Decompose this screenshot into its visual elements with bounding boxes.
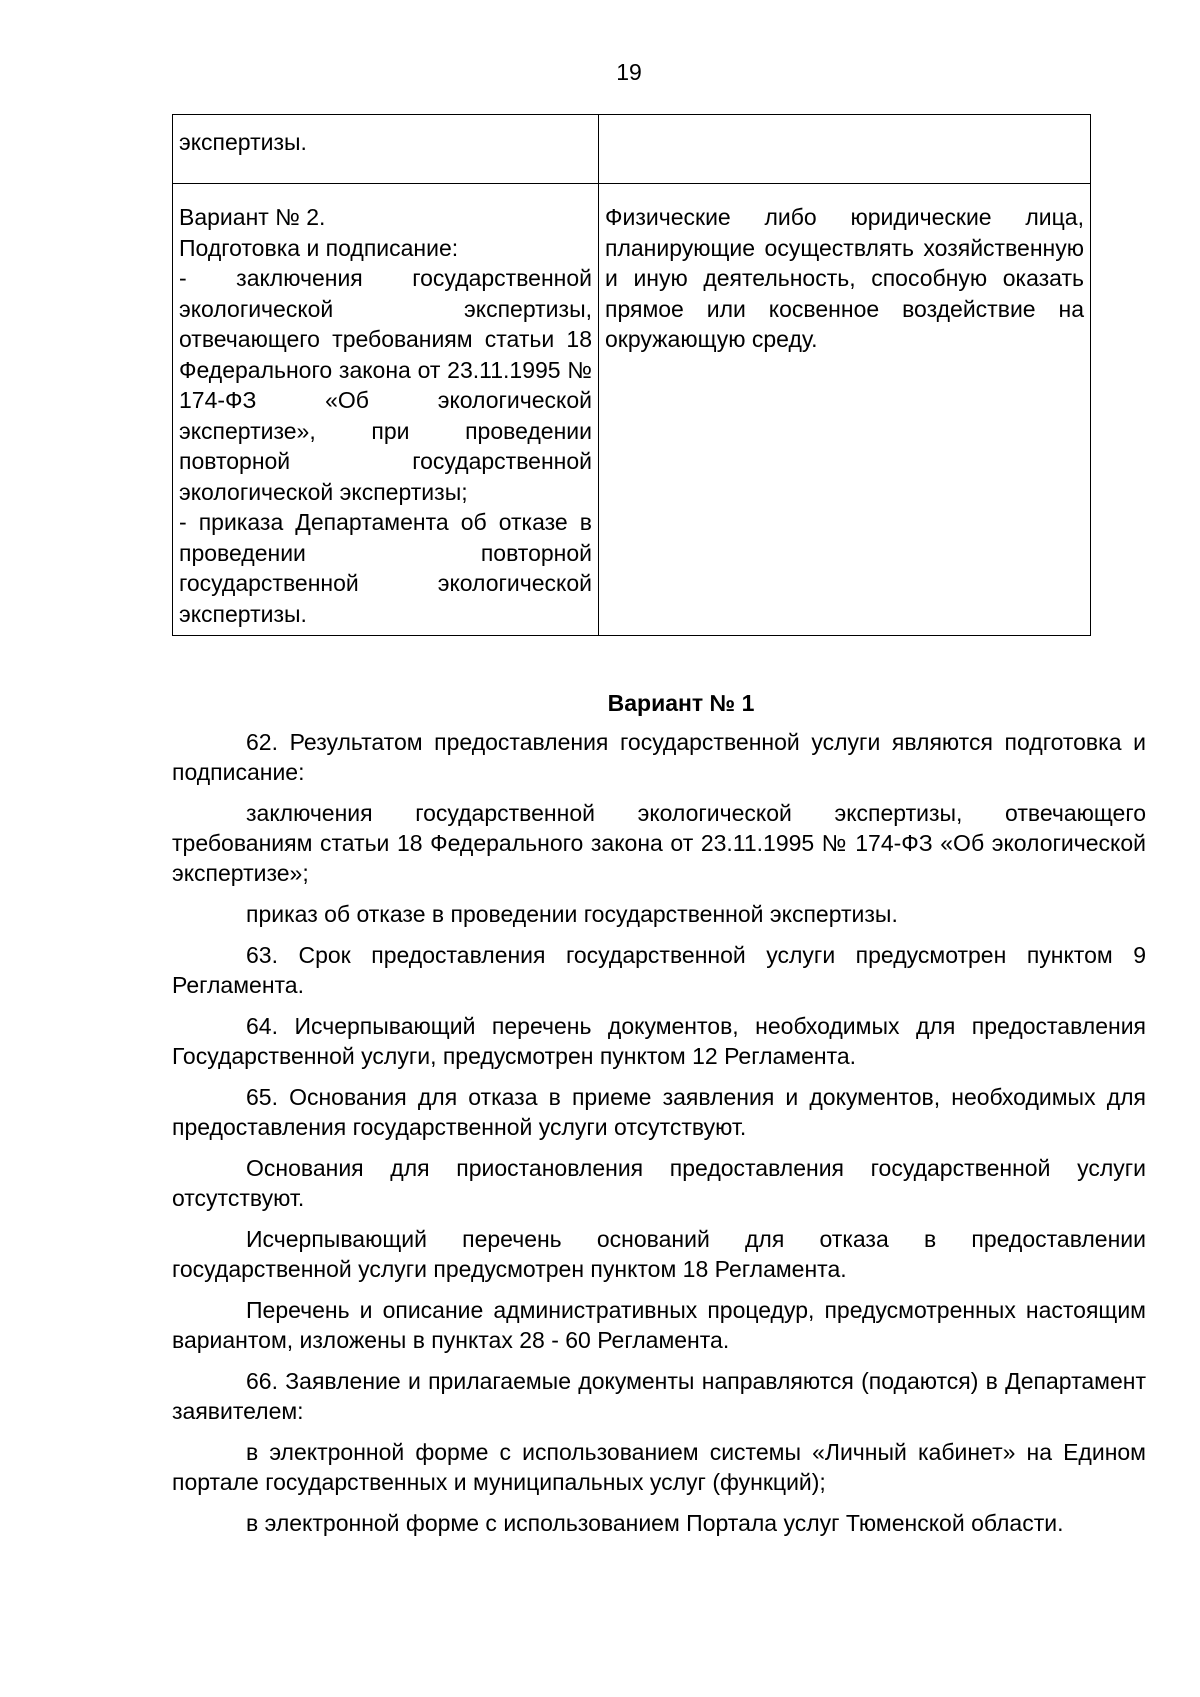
- paragraph: 65. Основания для отказа в приеме заявления и документов, необходимых для предоставления государственной услуги отсутствуют.: [172, 1084, 1146, 1140]
- paragraph: Исчерпывающий перечень оснований для отказа в предоставлении государственной услуги предусмотрен пунктом 18 Регламента.: [172, 1226, 1146, 1282]
- paragraph: заключения государственной экологической экспертизы, отвечающего требованиям статьи 18 Федерального закона от 23.11.1995 № 174-ФЗ «Об экологической экспертизе»;: [172, 800, 1146, 886]
- table-cell-left: [173, 115, 599, 184]
- cell-text: - заключения государственной экологической экспертизы, отвечающего требованиям статьи 18 Федерального закона от 23.11.1995 № 174-ФЗ «Об экологической экспертизе», при проведении повторной государственной экологической экспертизы;: [179, 265, 592, 505]
- paragraph: в электронной форме с использованием Портала услуг Тюменской области.: [246, 1510, 1064, 1536]
- paragraph: 62. Результатом предоставления государственной услуги являются подготовка и подписание:: [172, 729, 1146, 785]
- table-cell-right: [599, 115, 1091, 184]
- page-number: 19: [616, 59, 642, 85]
- paragraph: 63. Срок предоставления государственной услуги предусмотрен пунктом 9 Регламента.: [172, 942, 1146, 998]
- cell-text: Подготовка и подписание:: [179, 234, 459, 261]
- table-row: [173, 115, 1091, 184]
- cell-text: экспертизы.: [179, 129, 307, 155]
- cell-text: Вариант № 2.: [179, 204, 326, 230]
- cell-text: - приказа Департамента об отказе в проведении повторной государственной экологической экспертизы.: [179, 509, 592, 627]
- paragraph: 66. Заявление и прилагаемые документы направляются (подаются) в Департамент заявителем:: [172, 1368, 1146, 1424]
- variant-section: [172, 688, 1146, 1549]
- cell-text: Физические либо юридические лица, планирующие осуществлять хозяйственную и иную деятельность, способную оказать прямое или косвенное воздействие на окружающую среду.: [605, 204, 1084, 352]
- paragraph: Перечень и описание административных процедур, предусмотренных настоящим вариантом, изложены в пунктах 28 - 60 Регламента.: [172, 1297, 1146, 1353]
- paragraph: приказ об отказе в проведении государственной экспертизы.: [246, 901, 898, 927]
- paragraph: в электронной форме с использованием системы «Личный кабинет» на Едином портале государственных и муниципальных услуг (функций);: [172, 1439, 1146, 1495]
- table-row: [173, 184, 1091, 636]
- result-table: [172, 114, 1091, 636]
- paragraph: Основания для приостановления предоставления государственной услуги отсутствуют.: [172, 1155, 1146, 1211]
- section-heading: Вариант № 1: [607, 690, 755, 716]
- paragraph: 64. Исчерпывающий перечень документов, необходимых для предоставления Государственной услуги, предусмотрен пунктом 12 Регламента.: [172, 1013, 1146, 1069]
- table-cell-right: [599, 184, 1091, 636]
- table-cell-left: [173, 184, 599, 636]
